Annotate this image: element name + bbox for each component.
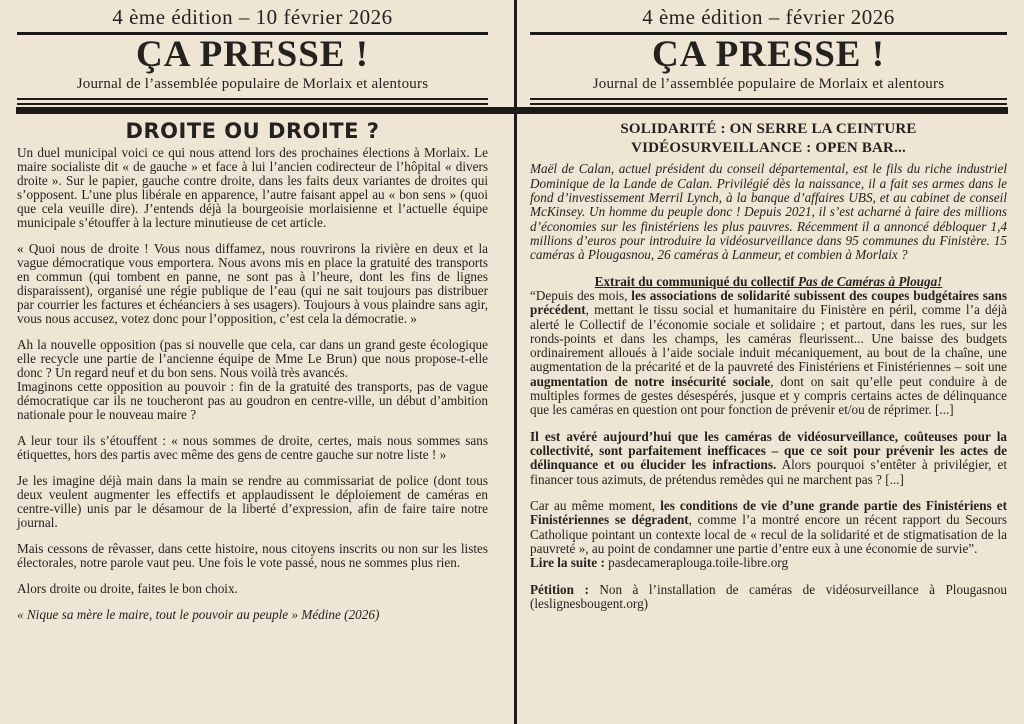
text-run: , mettant le tissu social et humanitaire du Finistère en péril, comme l’a déjà alerté le Collectif de l’économie sociale et solidaire ; et partout, dans les rues, sur les ronds-points et dans les champs, les caméras fleurissent... Une baisse des budgets ordinairement alloués à l’aide sociale induit mécaniquement, au bout de la chaîne, une augmentation de la précarité et de la pauvreté des Finistériens et Finistériennes – soit une: [530, 302, 1007, 375]
paper-subtitle: Journal de l’assemblée populaire de Morlaix et alentours: [592, 76, 945, 93]
masthead-double-rule: [530, 98, 1007, 105]
text-run: « Quoi nous de droite ! Vous nous diffamez, nous rouvrirons la rivière en deux et la vague démocratique vous emportera. Nous avons mis en place la gratuité des transports en commun (qui tombent en panne, ne sont pas à l’heure, dont les fins de lignes disparaissent), organisé une régie publique de l’eau (qui ne sait toujours pas distribuer par courrier les factures et échéanciers à ses usagers). Toujours à vous plaindre sans agir, vous nous accusez, votez donc pour l’opposition, c’est cela la démocratie. »: [17, 241, 488, 326]
text-run: , comme l’a montré encore un récent rapport du Secours Catholique pointant un contexte local de « recul de la solidarité et de stigmatisation de la pauvreté », au point de condamner une partie d’entre eux à une économie de survie”.: [530, 512, 1007, 556]
paragraph: [530, 275, 1007, 289]
paper-title: ÇA PRESSE !: [651, 34, 886, 76]
text-run: Imaginons cette opposition au pouvoir : fin de la gratuité des transports, pas de vague démocratique car ils ne toucheront pas au goudron en centre-ville, un début d’ambition nationale pour le nouveau maire ?: [17, 378, 488, 422]
paragraph: [530, 430, 1007, 487]
masthead-double-rule: [17, 98, 488, 105]
text-run: « Nique sa mère le maire, tout le pouvoir au peuple » Médine (2026): [17, 606, 380, 622]
paragraph: [530, 162, 1007, 262]
paper-subtitle: Journal de l’assemblée populaire de Morlaix et alentours: [76, 76, 429, 93]
text-run: Alors pourquoi s’entêter à privilégier, et financer tous azimuts, de prétendus remèdes qui ne marchent pas ? [...]: [530, 457, 1008, 487]
text-run: Pas de Caméras à Plouga!: [797, 273, 943, 289]
text-run: Lire la suite :: [530, 555, 605, 571]
article-left: [17, 118, 488, 622]
article-right: [530, 118, 1007, 611]
paragraph: [17, 542, 488, 570]
text-run: A leur tour ils s’étouffent : « nous sommes de droite, certes, mais nous sommes sans étiquettes, hors des partis avec même des gens de centre gauche sur notre liste ! »: [17, 432, 488, 462]
paragraph: [17, 582, 488, 596]
masthead-right: [530, 0, 1007, 118]
text-run: les conditions de vie d’une grande partie des Finistériens et Finistériennes se dégradent: [530, 497, 1007, 528]
text-run: Mais cessons de rêvasser, dans cette histoire, nous citoyens inscrits ou non sur les listes électorales, notre parole vaut peu. Une fois le vote passé, nous ne sommes plus rien.: [17, 540, 488, 570]
paragraph: [530, 289, 1007, 418]
article-title: DROITE OU DROITE ?: [125, 119, 380, 143]
text-run: augmentation de notre insécurité sociale: [530, 373, 771, 389]
article-body: [17, 146, 488, 622]
text-run: , dont on sait qu’elle peut conduire à de multiples formes de gestes désespérés, jusque et y compris certains actes de délinquance que les caméras en question ont pour fonction de prévenir et/ou de réprimer. [...]: [530, 373, 1007, 418]
article-title: [530, 120, 1007, 158]
paragraph: [17, 338, 488, 380]
text-run: Un duel municipal voici ce qui nous attend lors des prochaines élections à Morlaix. Le maire socialiste dit « de gauche » et face à lui l’ancien codirecteur de l’hôpital « divers droite ». Sur le papier, gauche contre droite, dans les faits deux variantes de droites qui s’opposent. L’une plus libérale en apparence, l’autre faisant appel au « bon sens » (quoi que cela veuille dire). J’entends déjà la bourgeoisie morlaisienne et l’actuelle équipe municipale s’étouffer à la lecture minutieuse de cet article.: [17, 145, 488, 231]
article-title-line1: SOLIDARITÉ : ON SERRE LA CEINTURE: [620, 121, 917, 137]
text-run: Pétition :: [530, 581, 589, 597]
paragraph: [530, 556, 1007, 570]
paragraph: [530, 499, 1007, 556]
text-run: Alors droite ou droite, faites le bon choix.: [17, 580, 238, 596]
paragraph: [17, 146, 488, 230]
masthead-thick-rule: [16, 107, 1008, 114]
paragraph: [17, 434, 488, 462]
paragraph: [17, 380, 488, 422]
article-title-line2: VIDÉOSURVEILLANCE : OPEN BAR...: [631, 140, 906, 157]
text-run: Il est avéré aujourd’hui que les caméras de vidéosurveillance, coûteuses pour la collectivité, sont parfaitement inefficaces – que ce soit pour prévenir les actes de délinquance et ou élucider les infractions.: [530, 428, 1007, 473]
paper-title: ÇA PRESSE !: [135, 34, 370, 76]
edition-line: 4 ème édition – 10 février 2026: [112, 5, 393, 29]
text-run: “Depuis des mois,: [530, 287, 632, 303]
text-run: pasdecameraplouga.toile-libre.org: [604, 555, 789, 571]
edition-line: 4 ème édition – février 2026: [642, 5, 895, 29]
text-run: Je les imagine déjà main dans la main se rendre au commissariat de police (dont tous deux veulent augmenter les effectifs et applaudissent le déploiement de caméras en centre-ville) unis par le désamour de la liberté d’expression, afin de faire taire notre journal.: [17, 472, 488, 530]
text-run: Car au même moment,: [530, 497, 661, 513]
text-run: Non à l’installation de caméras de vidéosurveillance à Plougasnou (leslignesbougent.org): [530, 581, 1008, 611]
masthead-left: [17, 0, 488, 118]
article-body: [530, 162, 1007, 611]
paragraph: [530, 583, 1007, 612]
text-run: Maël de Calan, actuel président du conseil départemental, est le fils du riche industriel Dominique de la Lande de Calan. Privilégié dès la naissance, il a fait ses armes dans le fond d’investissement Merril Lynch, à la banque d’affaires UBS, et au cabinet de conseil McKinsey. Un homme du peuple donc ! Depuis 2021, il s’est acharné à faire des millions d’économies sur les finistériens les plus pauvres. Récemment il a annoncé débloquer 1,4 millions d’euros pour introduire la vidéosurveillance dans 95 communes du Finistère. 15 caméras à Plougasnou, 26 caméras à Lanmeur, et combien à Morlaix ?: [530, 161, 1007, 263]
paragraph: [17, 474, 488, 530]
text-run: les associations de solidarité subissent des coupes budgétaires sans précédent: [530, 287, 1007, 318]
paragraph: [17, 608, 488, 622]
text-run: Ah la nouvelle opposition (pas si nouvelle que cela, car dans un grand geste écologique elle recycle une partie de l’ancienne équipe de Mme Le Brun) que nous propose-t-elle donc ? Un regard neuf et du bon sens. Nous voilà très avancés.: [17, 336, 488, 380]
paragraph: [17, 242, 488, 326]
text-run: Extrait du communiqué du collectif: [594, 273, 798, 289]
